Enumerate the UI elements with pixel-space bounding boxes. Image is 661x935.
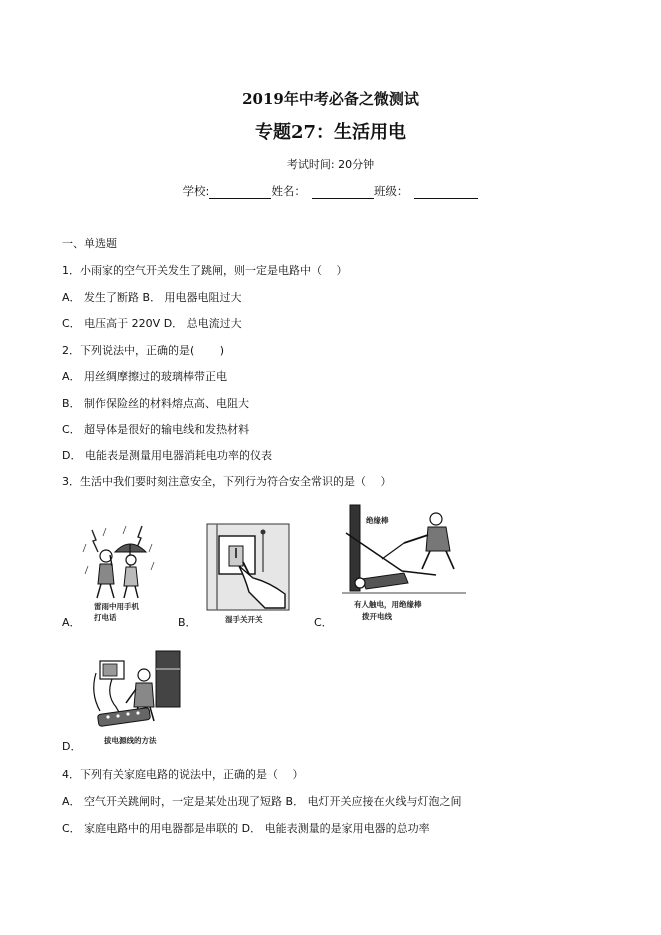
q3-option-a-label: A． xyxy=(62,616,81,629)
q3-stem: 3．生活中我们要时刻注意安全，下列行为符合安全常识的是（ ） xyxy=(62,475,392,488)
q1-options-ab: A． 发生了断路 B． 用电器电阻过大 xyxy=(62,291,242,304)
q4-options-cd: C． 家庭电路中的用电器都是串联的 D． 电能表测量的是家用电器的总功率 xyxy=(62,822,430,835)
paper-subtitle: 专题27：生活用电 xyxy=(254,122,407,143)
q2-option-c: C． 超导体是很好的输电线和发热材料 xyxy=(62,423,250,436)
q3-option-d-label: D． xyxy=(62,740,82,753)
paper-title: 2019年中考必备之微测试 xyxy=(242,90,419,108)
name-label: 姓名： xyxy=(271,184,306,198)
q3-d-caption: 拔电源线的方法 xyxy=(104,736,157,745)
q3-illustration-c xyxy=(342,503,466,623)
q3-illustration-b xyxy=(205,522,291,626)
q2-stem: 2．下列说法中，正确的是( ) xyxy=(62,344,225,357)
q4-options-ab: A． 空气开关跳闸时，一定是某处出现了短路 B． 电灯开关应接在火线与灯泡之间 xyxy=(62,795,462,808)
q2-option-b: B． 制作保险丝的材料熔点高、电阻大 xyxy=(62,397,250,410)
q2-option-a: A． 用丝绸摩擦过的玻璃棒带正电 xyxy=(62,370,228,383)
q3-a-caption-1: 雷雨中用手机 xyxy=(94,602,139,611)
q3-a-caption-2: 打电话 xyxy=(94,613,117,622)
q4-stem: 4．下列有关家庭电路的说法中，正确的是（ ） xyxy=(62,768,304,781)
q3-illustration-a xyxy=(82,522,160,622)
name-blank[interactable] xyxy=(312,186,374,199)
section-heading: 一、单选题 xyxy=(62,237,117,250)
q3-option-c-label: C． xyxy=(314,616,333,629)
q3-c-caption-1: 有人触电，用绝缘棒 xyxy=(354,600,422,609)
q3-c-caption-2: 拨开电线 xyxy=(362,612,392,621)
q1-stem: 1．小雨家的空气开关发生了跳闸，则一定是电路中（ ） xyxy=(62,264,348,277)
q2-option-d: D． 电能表是测量用电器消耗电功率的仪表 xyxy=(62,449,272,462)
student-info-fields xyxy=(0,183,661,199)
exam-time: 考试时间: 20分钟 xyxy=(286,158,375,171)
q3-option-b-label: B． xyxy=(178,616,197,629)
q3-b-caption: 湿手关开关 xyxy=(225,615,263,624)
school-label: 学校: xyxy=(182,184,210,198)
school-blank[interactable] xyxy=(209,186,271,199)
q3-c-rod-label: 绝缘棒 xyxy=(366,516,389,525)
class-label: 班级： xyxy=(373,184,409,198)
class-blank[interactable] xyxy=(414,186,478,199)
q1-options-cd: C． 电压高于 220V D． 总电流过大 xyxy=(62,317,242,330)
q3-illustration-d xyxy=(86,645,196,749)
